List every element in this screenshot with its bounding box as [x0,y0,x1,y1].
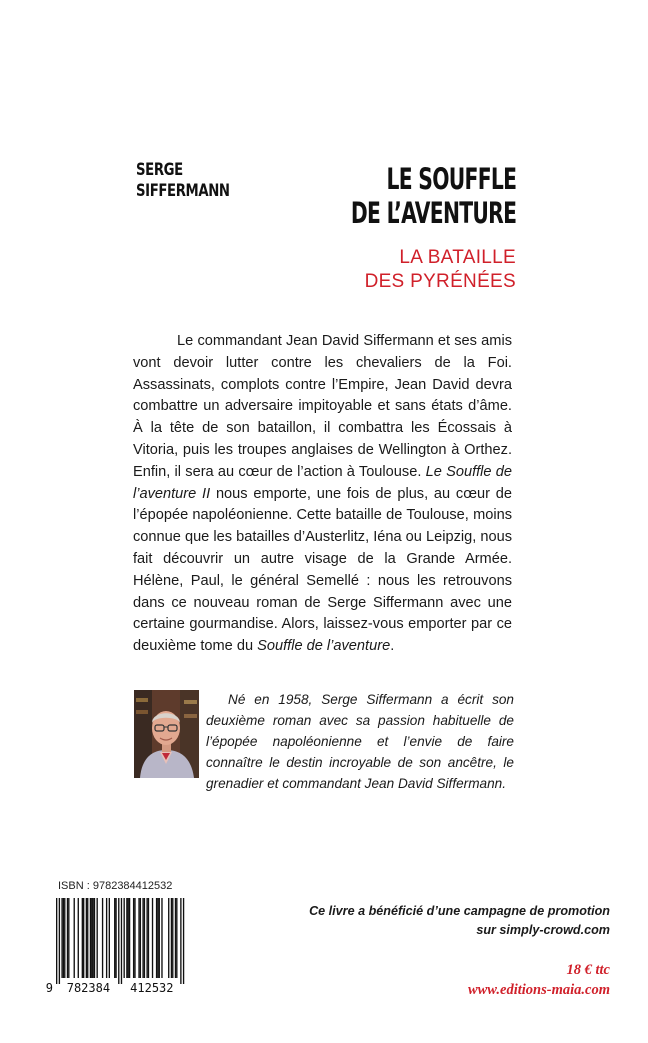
barcode-bar [183,898,184,984]
subtitle-line-2: DES PYRÉNÉES [364,271,516,292]
blurb-italic-title-1: Le Souffle de l’aventure II [133,463,513,502]
barcode-bar [68,898,69,978]
barcode-bar [161,898,162,978]
subtitle-line-1: LA BATAILLE [399,247,516,268]
bio-text: Né en 1958, Serge Siffermann a écrit son deuxième roman avec sa passion habituelle de l’épopée napoléonienne et l’envie de faire connaître le destin incroyable de son ancêtre, le grenadier et commandant Jean David Siffermann. [206,692,514,791]
barcode-digits-left: 782384 [66,981,111,995]
barcode-bar [176,898,177,978]
barcode-bar [61,898,62,978]
barcode-bar [128,898,129,978]
promotion-line-2: sur simply-crowd.com [476,923,610,937]
book-subtitle [365,246,516,294]
barcode-bar [56,898,57,984]
barcode-bar [175,898,176,978]
barcode-bar [129,898,130,978]
barcode-bar [97,898,98,978]
barcode-bar [74,898,75,978]
barcode-bar [118,898,119,984]
barcode-bar [159,898,160,978]
barcode-bar [63,898,64,978]
barcode-bar [134,898,135,978]
barcode-bar [171,898,172,978]
barcode-bar [92,898,93,978]
barcode-bar [144,898,145,978]
author-name [136,160,230,202]
barcode-digit-first: 9 [46,981,53,995]
barcode-bar [140,898,141,978]
barcode-bar [156,898,157,978]
barcode-bar [157,898,158,978]
barcode-bar [78,898,79,978]
title-line-2: DE L’AVENTURE [350,196,516,230]
barcode-bar [152,898,153,978]
barcode-bar [146,898,147,978]
barcode-digits-right: 412532 [130,981,174,995]
blurb-paragraph [133,331,512,658]
barcode-bar [91,898,92,978]
barcode-bar [124,898,125,978]
author-bio [206,689,514,794]
price: 18 € ttc [566,962,610,978]
blurb-part-2: nous emporte, une fois de plus, au cœur de l’épopée napoléonienne. Cette bataille de Toulouse, moins connue que les batailles d’Austerlitz, Iéna ou Leipzig, nous fait découvrir un autre visage de la Grande Armée. Hélène, Paul, le général Semellé : nous les retrouvons dans ce nouveau roman de Serge Siffermann avec une certaine gourmandise. Alors, laissez-vous emporter par ce deuxième tome du [133,485,512,655]
author-first-name: SERGE [136,160,183,180]
barcode-bar [67,898,68,978]
isbn-label: ISBN : 9782384412532 [58,880,173,892]
barcode-bar [87,898,88,978]
book-title [351,162,516,230]
barcode-bar [90,898,91,978]
promotion-line-1: Ce livre a bénéficié d’une campagne de promotion [309,904,610,918]
barcode-bar [82,898,83,978]
barcode-bar [102,898,103,978]
barcode-bar [138,898,139,978]
author-last-name: SIFFERMANN [136,181,230,201]
barcode-bar [172,898,173,978]
barcode-bar [94,898,95,978]
barcode [46,896,186,996]
blurb-italic-title-2: Souffle de l’aventure [257,638,391,655]
barcode-bar [142,898,143,978]
barcode-bar [106,898,107,978]
barcode-bar [126,898,127,978]
barcode-bar [115,898,116,978]
barcode-bar [133,898,134,978]
barcode-bar [148,898,149,978]
blurb-part-1: Le commandant Jean David Siffermann et ses amis vont devoir lutter contre les chevaliers de la Foi. Assassinats, complots contre l’Empire, Jean David devra combattre un adversaire impitoyable et sans états d’âme. À la tête de son bataillon, il combattra les Écossais à Vitoria, puis les troupes anglaises de Wellington à Orthez. Enfin, il sera au cœur de l’action à Toulouse. [133,333,512,480]
author-photo [134,690,199,778]
publisher-website[interactable]: www.editions-maia.com [467,982,610,998]
promotion-note [309,902,610,940]
barcode-image [46,896,186,996]
barcode-bar [59,898,60,984]
barcode-bar [64,898,65,978]
title-line-1: LE SOUFFLE [386,162,516,196]
barcode-bar [168,898,169,978]
barcode-bar [121,898,122,984]
author-portrait-image [134,690,199,778]
barcode-bar [86,898,87,978]
barcode-bar [114,898,115,978]
barcode-bar [83,898,84,978]
blurb [133,331,512,658]
blurb-part-3: . [390,638,395,655]
barcode-bar [180,898,181,984]
barcode-bar [109,898,110,978]
